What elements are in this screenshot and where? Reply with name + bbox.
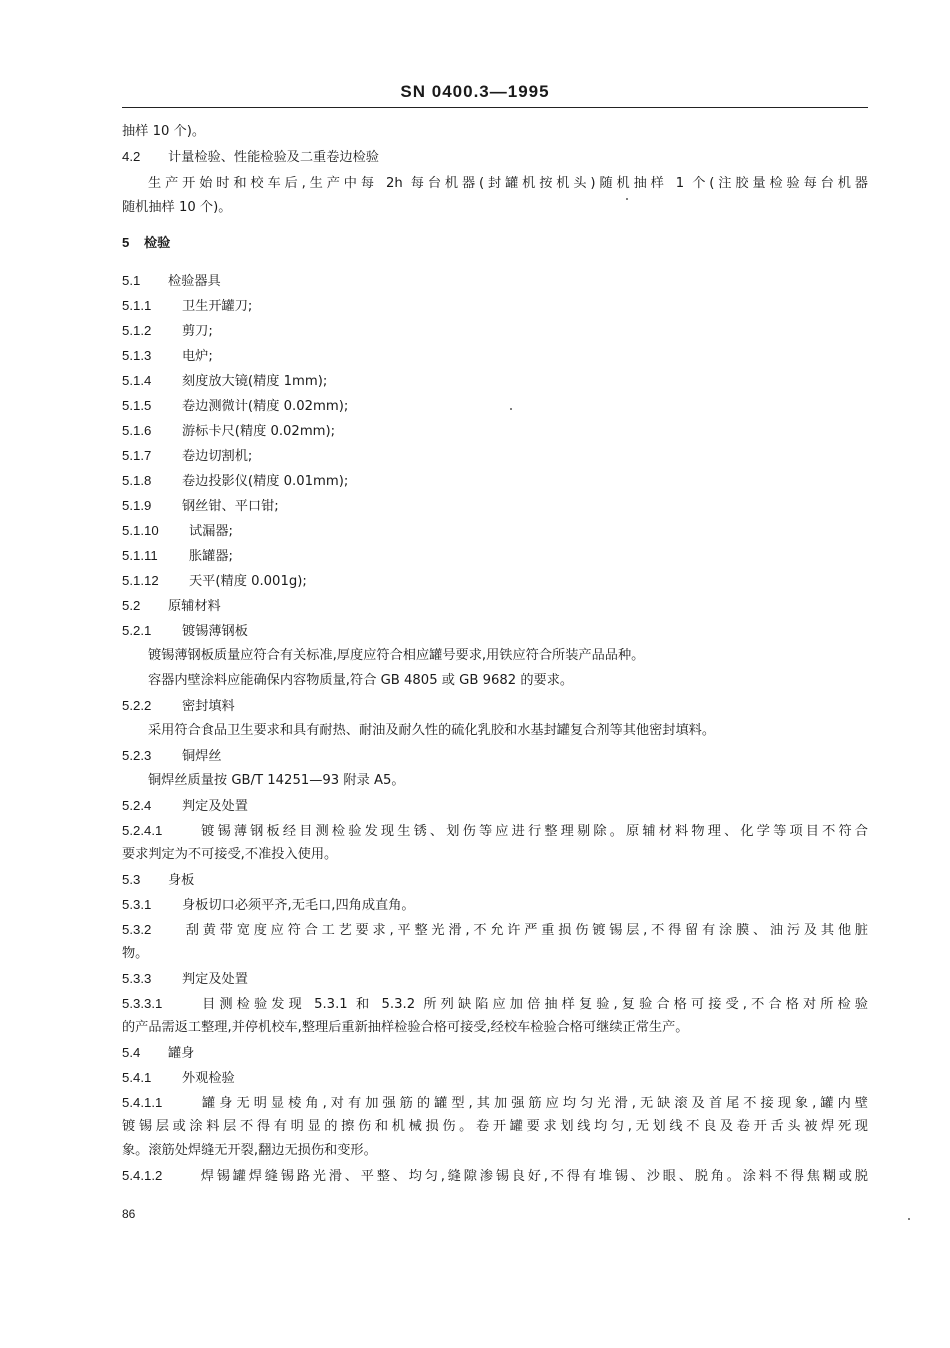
line-text: 罐身无明显棱角,对有加强筋的罐型,其加强筋应均匀光滑,无缺滚及首尾不接现象,罐内壁: [198, 1096, 868, 1111]
line-text: 容器内壁涂料应能确保内容物质量,符合 GB 4805 或 GB 9682 的要求。: [148, 673, 574, 688]
clause-5-3-2: [122, 921, 868, 940]
line-text: 生产开始时和校车后,生产中每 2h 每台机器(封罐机按机头)随机抽样 1 个(注胶量检验每台机器: [148, 176, 868, 191]
clause-number: 5.4: [122, 1045, 141, 1060]
line-text: 判定及处置: [182, 972, 248, 987]
line-text: 试漏器;: [189, 524, 234, 539]
clause-number: 5.4.1.1: [122, 1095, 163, 1110]
line-text: 镀锡薄钢板质量应符合有关标准,厚度应符合相应罐号要求,用铁应符合所装产品品种。: [148, 648, 645, 663]
clause-number: 5.1.12: [122, 573, 159, 588]
clause-number: 5.2: [122, 598, 141, 613]
line-text: 身板: [168, 873, 195, 888]
clause-5: [122, 234, 170, 253]
line-text: 镀锡层或涂料层不得有明显的擦伤和机械损伤。卷开罐要求划线均匀,无划线不良及卷开舌头被焊死现: [122, 1119, 868, 1134]
clause-5-3-1: [122, 896, 415, 915]
text-line: [122, 1142, 377, 1160]
line-text: 象。滚筋处焊缝无开裂,翻边无损伤和变形。: [122, 1143, 377, 1158]
clause-number: 5.3.3: [122, 971, 152, 986]
clause-5-1-8: [122, 472, 348, 491]
clause-number: 5.1.4: [122, 373, 152, 388]
scan-speck: [626, 198, 628, 200]
clause-number: 5.2.3: [122, 748, 152, 763]
clause-5-1-7: [122, 447, 252, 466]
clause-number: 5.3: [122, 872, 141, 887]
clause-5-4-1: [122, 1069, 235, 1088]
clause-number: 5.3.3.1: [122, 996, 163, 1011]
line-text: 随机抽样 10 个)。: [122, 200, 232, 215]
clause-5-2-1: [122, 622, 248, 641]
line-text: 镀锡薄钢板: [182, 624, 248, 639]
line-text: 卷边切割机;: [182, 449, 253, 464]
clause-number: 5.4.1: [122, 1070, 152, 1085]
line-text: 钢丝钳、平口钳;: [182, 499, 279, 514]
text-line: [122, 123, 205, 141]
line-text: 卷边测微计(精度 0.02mm);: [182, 399, 349, 414]
clause-number: 5.1: [122, 273, 141, 288]
clause-number: 5: [122, 235, 130, 250]
line-text: 游标卡尺(精度 0.02mm);: [182, 424, 336, 439]
clause-number: 5.2.4: [122, 798, 152, 813]
text-line: [148, 772, 405, 790]
line-text: 电炉;: [182, 349, 213, 364]
clause-5-1-11: [122, 547, 233, 566]
line-text: 焊锡罐焊缝锡路光滑、平整、均匀,缝隙渗锡良好,不得有堆锡、沙眼、脱角。涂料不得焦糊或脱: [198, 1169, 868, 1184]
text-line: [122, 199, 231, 217]
clause-number: 4.2: [122, 149, 141, 164]
clause-5-2-2: [122, 697, 235, 716]
text-line: [122, 1019, 688, 1037]
line-text: 刻度放大镜(精度 1mm);: [182, 374, 328, 389]
page-number: 86: [122, 1207, 136, 1221]
clause-5-3-3-1: [122, 995, 868, 1014]
line-text: 检验: [144, 236, 171, 251]
line-text: 检验器具: [168, 274, 221, 289]
clause-number: 5.1.9: [122, 498, 152, 513]
line-text: 卷边投影仪(精度 0.01mm);: [182, 474, 349, 489]
line-text: 的产品需返工整理,并停机校车,整理后重新抽样检验合格可接受,经校车检验合格可继续正常生产。: [122, 1020, 689, 1035]
clause-number: 5.3.1: [122, 897, 152, 912]
clause-5-1-1: [122, 297, 252, 316]
clause-number: 5.1.6: [122, 423, 152, 438]
clause-5-1-12: [122, 572, 307, 591]
line-text: 卫生开罐刀;: [182, 299, 253, 314]
clause-5-2-3: [122, 747, 222, 766]
line-text: 剪刀;: [182, 324, 213, 339]
clause-5-1-10: [122, 522, 233, 541]
clause-5-1-4: [122, 372, 327, 391]
clause-number: 5.4.1.2: [122, 1168, 163, 1183]
clause-5-3-3: [122, 970, 248, 989]
clause-number: 5.2.1: [122, 623, 152, 638]
line-text: 采用符合食品卫生要求和具有耐热、耐油及耐久性的硫化乳胶和水基封罐复合剂等其他密封填料。: [148, 723, 716, 738]
line-text: 铜焊丝: [182, 749, 222, 764]
clause-5-1-3: [122, 347, 213, 366]
text-line: [122, 1118, 868, 1136]
clause-5-1-2: [122, 322, 213, 341]
text-line: [148, 722, 715, 740]
clause-number: 5.2.4.1: [122, 823, 163, 838]
clause-5-2: [122, 597, 221, 616]
line-text: 密封填料: [182, 699, 235, 714]
line-text: 镀锡薄钢板经目测检验发现生锈、划伤等应进行整理剔除。原辅材料物理、化学等项目不符合: [198, 824, 868, 839]
line-text: 要求判定为不可接受,不准投入使用。: [122, 847, 338, 862]
clause-number: 5.1.11: [122, 548, 158, 563]
clause-number: 5.1.5: [122, 398, 152, 413]
line-text: 罐身: [168, 1046, 195, 1061]
clause-5-3: [122, 871, 194, 890]
clause-5-4-1-2: [122, 1167, 868, 1186]
line-text: 身板切口必须平齐,无毛口,四角成直角。: [182, 898, 415, 913]
page-header: SN 0400.3—1995: [400, 82, 550, 101]
clause-4-2: [122, 148, 379, 167]
line-text: 抽样 10 个)。: [122, 124, 206, 139]
text-line: [148, 647, 644, 665]
clause-5-1-9: [122, 497, 279, 516]
clause-5-4-1-1: [122, 1094, 868, 1113]
line-text: 物。: [122, 946, 149, 961]
line-text: 判定及处置: [182, 799, 248, 814]
clause-5-1: [122, 272, 221, 291]
text-line: [148, 672, 573, 690]
line-text: 天平(精度 0.001g);: [189, 574, 307, 589]
clause-5-2-4: [122, 797, 248, 816]
header-rule: [122, 107, 868, 108]
line-text: 计量检验、性能检验及二重卷边检验: [168, 150, 379, 165]
line-text: 胀罐器;: [189, 549, 234, 564]
clause-number: 5.1.2: [122, 323, 152, 338]
clause-number: 5.1.7: [122, 448, 152, 463]
line-text: 目测检验发现 5.3.1 和 5.3.2 所列缺陷应加倍抽样复验,复验合格可接受,不合格对所检验: [198, 997, 868, 1012]
clause-number: 5.1.3: [122, 348, 152, 363]
text-line: [122, 945, 148, 963]
line-text: 外观检验: [182, 1071, 235, 1086]
clause-number: 5.2.2: [122, 698, 152, 713]
text-line: [148, 175, 868, 193]
scan-speck: [510, 408, 512, 410]
line-text: 铜焊丝质量按 GB/T 14251—93 附录 A5。: [148, 773, 405, 788]
line-text: 刮黄带宽度应符合工艺要求,平整光滑,不允许严重损伤镀锡层,不得留有涂膜、油污及其他脏: [182, 923, 868, 938]
clause-5-1-5: [122, 397, 348, 416]
clause-5-4: [122, 1044, 194, 1063]
clause-number: 5.1.8: [122, 473, 152, 488]
scan-speck: [908, 1218, 910, 1220]
line-text: 原辅材料: [168, 599, 221, 614]
clause-number: 5.1.10: [122, 523, 159, 538]
clause-number: 5.1.1: [122, 298, 152, 313]
clause-5-2-4-1: [122, 822, 868, 841]
clause-5-1-6: [122, 422, 335, 441]
text-line: [122, 846, 337, 864]
clause-number: 5.3.2: [122, 922, 152, 937]
